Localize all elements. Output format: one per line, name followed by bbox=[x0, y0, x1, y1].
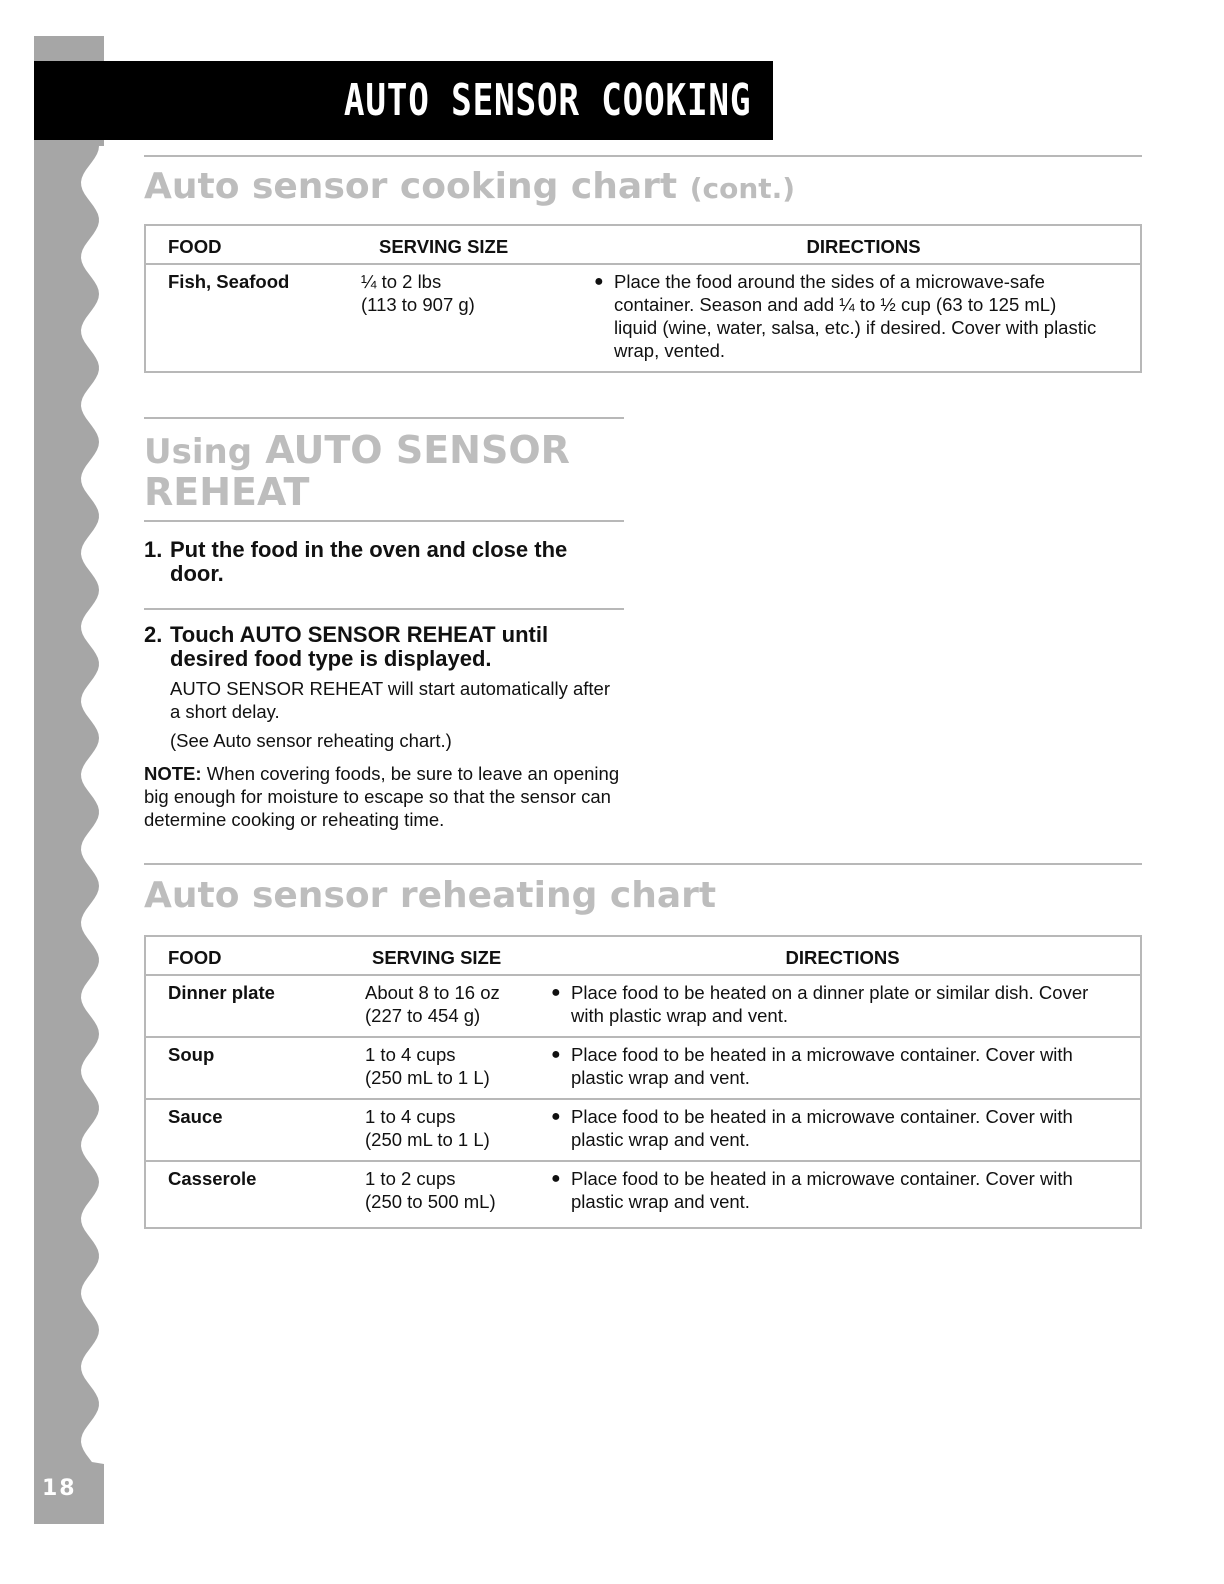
serving-size-cell bbox=[349, 1161, 545, 1228]
bullet-icon: ● bbox=[551, 1046, 561, 1063]
serving-size-cell bbox=[349, 1037, 545, 1099]
section-divider bbox=[144, 417, 624, 419]
reheat-title-main-line2: REHEAT bbox=[144, 470, 310, 514]
reheat-steps bbox=[144, 520, 624, 831]
reheating-chart-table bbox=[144, 935, 1142, 1229]
directions-text: Place the food around the sides of a microwave-safe container. Season and add ¼ to ½ cup (63 to 125 mL) liquid (wine, water, salsa, etc.) if desired. Cover with plastic wrap, vented. bbox=[614, 271, 1097, 361]
serving-size-line: (250 mL to 1 L) bbox=[365, 1129, 490, 1150]
step-number: 2. bbox=[144, 622, 163, 647]
table-header-row bbox=[145, 225, 1141, 264]
serving-size-cell bbox=[349, 975, 545, 1037]
column-header-food: FOOD bbox=[145, 225, 357, 264]
page-number: 18 bbox=[42, 1476, 77, 1501]
reheat-title-main: AUTO SENSOR bbox=[265, 428, 570, 472]
step-reference: (See Auto sensor reheating chart.) bbox=[170, 730, 452, 751]
step-number: 1. bbox=[144, 537, 163, 562]
bullet-icon: ● bbox=[594, 273, 604, 290]
step-detail: AUTO SENSOR REHEAT will start automatically after a short delay. bbox=[170, 678, 611, 722]
serving-size-line: 1 to 4 cups bbox=[365, 1106, 456, 1127]
section-divider bbox=[144, 520, 624, 522]
directions-text: Place food to be heated in a microwave container. Cover with plastic wrap and vent. bbox=[571, 1044, 1073, 1088]
table-row bbox=[145, 1037, 1141, 1099]
food-cell: Sauce bbox=[145, 1099, 349, 1161]
table-row bbox=[145, 975, 1141, 1037]
serving-size-line: About 8 to 16 oz bbox=[365, 982, 500, 1003]
serving-size-line: ¼ to 2 lbs bbox=[361, 271, 442, 292]
note-label: NOTE: bbox=[144, 763, 202, 784]
directions-cell bbox=[545, 1099, 1141, 1161]
serving-size-line: 1 to 2 cups bbox=[365, 1168, 456, 1189]
column-header-serving-size: SERVING SIZE bbox=[357, 225, 587, 264]
table-header-row bbox=[145, 936, 1141, 975]
directions-text: Place food to be heated in a microwave container. Cover with plastic wrap and vent. bbox=[571, 1106, 1073, 1150]
table-row bbox=[145, 1161, 1141, 1228]
bullet-icon: ● bbox=[551, 1108, 561, 1125]
directions-cell bbox=[587, 264, 1141, 372]
section-divider bbox=[144, 608, 624, 610]
section-divider bbox=[144, 155, 1142, 157]
table-row bbox=[145, 264, 1141, 372]
step-text: Put the food in the oven and close the door. bbox=[170, 537, 568, 586]
bullet-icon: ● bbox=[551, 984, 561, 1001]
serving-size-line: (250 mL to 1 L) bbox=[365, 1067, 490, 1088]
directions-text: Place food to be heated in a microwave container. Cover with plastic wrap and vent. bbox=[571, 1168, 1073, 1212]
column-header-directions: DIRECTIONS bbox=[587, 225, 1141, 264]
table-row bbox=[145, 1099, 1141, 1161]
column-header-serving-size: SERVING SIZE bbox=[349, 936, 545, 975]
section-divider bbox=[144, 863, 1142, 865]
directions-cell bbox=[545, 1037, 1141, 1099]
food-cell: Dinner plate bbox=[145, 975, 349, 1037]
step-2 bbox=[144, 623, 624, 671]
banner-title: AUTO SENSOR COOKING bbox=[343, 75, 751, 126]
serving-size-cell bbox=[349, 1099, 545, 1161]
directions-cell bbox=[545, 975, 1141, 1037]
step-text: Touch AUTO SENSOR REHEAT until desired food type is displayed. bbox=[170, 622, 549, 671]
cooking-chart-title bbox=[144, 166, 795, 207]
reheat-section-title bbox=[144, 430, 570, 512]
column-header-directions: DIRECTIONS bbox=[545, 936, 1141, 975]
note bbox=[144, 762, 624, 831]
directions-text: Place food to be heated on a dinner plate or similar dish. Cover with plastic wrap and vent. bbox=[571, 982, 1089, 1026]
step-1 bbox=[144, 538, 624, 586]
directions-cell bbox=[545, 1161, 1141, 1228]
column-header-food: FOOD bbox=[145, 936, 349, 975]
note-text: When covering foods, be sure to leave an opening big enough for moisture to escape so that the sensor can determine cooking or reheating time. bbox=[144, 763, 620, 830]
reheating-chart-title: Auto sensor reheating chart bbox=[144, 875, 717, 916]
serving-size-line: (227 to 454 g) bbox=[365, 1005, 481, 1026]
reheat-title-prefix: Using bbox=[144, 432, 253, 472]
serving-size-cell bbox=[357, 264, 587, 372]
serving-size-line: 1 to 4 cups bbox=[365, 1044, 456, 1065]
cooking-chart-title-text: Auto sensor cooking chart bbox=[144, 166, 678, 207]
food-cell: Fish, Seafood bbox=[168, 271, 290, 292]
side-decoration-strip bbox=[34, 36, 104, 1524]
page-banner bbox=[34, 61, 773, 140]
cooking-chart-title-suffix: (cont.) bbox=[689, 172, 796, 205]
cooking-chart-table bbox=[144, 224, 1142, 373]
food-cell: Casserole bbox=[168, 1168, 257, 1189]
bullet-icon: ● bbox=[551, 1170, 561, 1187]
food-cell: Soup bbox=[145, 1037, 349, 1099]
serving-size-line: (250 to 500 mL) bbox=[365, 1191, 496, 1212]
serving-size-line: (113 to 907 g) bbox=[361, 294, 475, 315]
